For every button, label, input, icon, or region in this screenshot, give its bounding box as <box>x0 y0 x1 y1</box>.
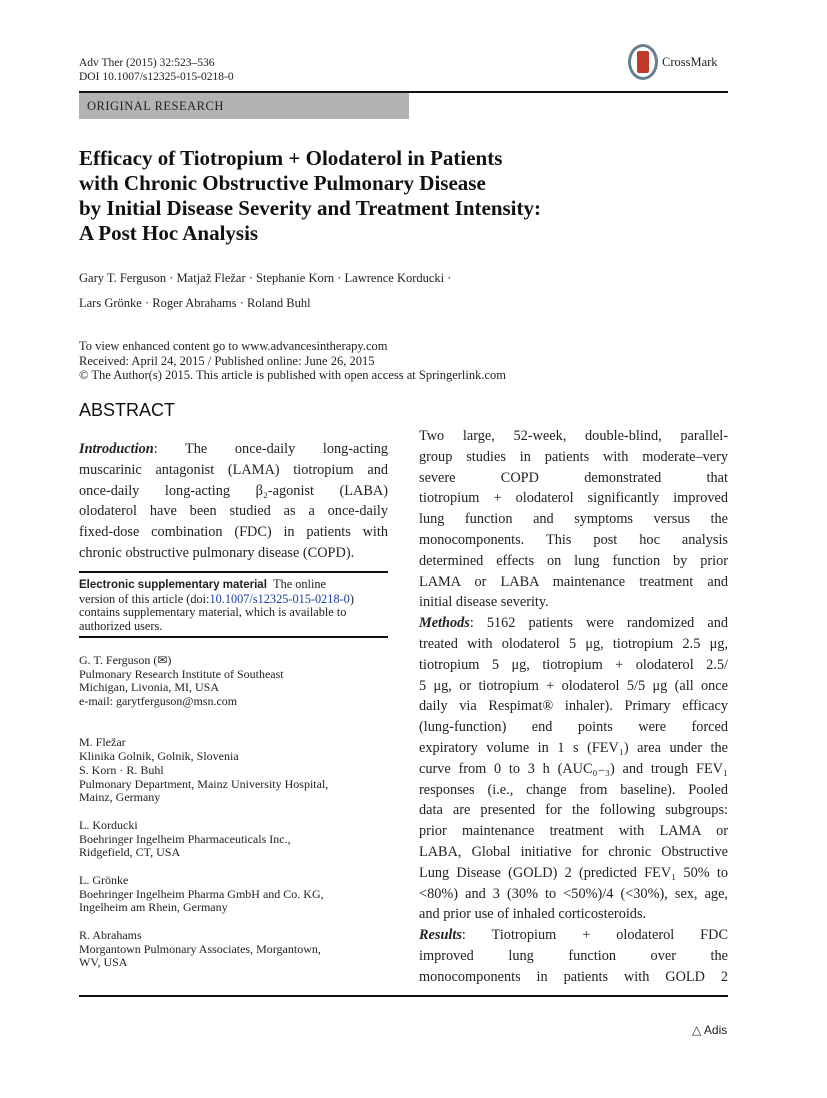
copyright: © The Author(s) 2015. This article is published with open access at Springerlink.com <box>79 368 507 382</box>
abstract-line <box>419 426 728 447</box>
abstract-line <box>79 481 388 502</box>
line-text: (lung-function) end points were forced <box>419 719 728 736</box>
esm-label: Electronic supplementary material <box>79 579 267 591</box>
affiliation <box>79 736 388 763</box>
affiliation <box>79 764 388 805</box>
abstract-line <box>419 800 728 821</box>
abstract-line <box>419 447 728 468</box>
line-text: chronic obstructive pulmonary disease (COPD). <box>79 544 355 561</box>
line-text: : The once-daily long-acting <box>153 441 388 457</box>
title-line: Efficacy of Tiotropium + Olodaterol in Patients <box>79 146 503 170</box>
affiliation-line: e-mail: garytferguson@msn.com <box>79 693 238 708</box>
line-text: Two large, 52-week, double-blind, parallel- <box>419 428 728 444</box>
line-text: <80%) and 3 (30% to <50%)/4 (<30%), sex, age, <box>419 885 728 902</box>
affiliation <box>79 819 388 860</box>
section-label: Methods <box>419 615 470 632</box>
affiliation-line: L. Korducki <box>79 818 138 832</box>
line-text: data are presented for the following subgroups: <box>419 802 728 819</box>
journal-header <box>79 56 234 84</box>
line-text: : Tiotropium + olodaterol FDC <box>461 927 728 944</box>
line-text: tiotropium 5 μg, tiotropium + olodaterol 2.5/ <box>419 656 728 673</box>
abstract-line <box>79 460 388 481</box>
abstract-line <box>79 522 388 543</box>
doi: DOI 10.1007/s12325-015-0218-0 <box>79 71 234 83</box>
abstract-line <box>419 863 728 884</box>
abstract-line <box>419 884 728 905</box>
abstract-line <box>419 468 728 489</box>
abstract-line <box>419 592 728 613</box>
abstract-line <box>419 634 728 655</box>
abstract-line <box>419 738 728 759</box>
abstract-line <box>419 759 728 780</box>
line-text: muscarinic antagonist (LAMA) tiotropium and <box>79 461 388 478</box>
affiliation-line: Pulmonary Department, Mainz University Hospital, <box>79 776 329 791</box>
affiliation-line: Ridgefield, CT, USA <box>79 845 181 859</box>
affiliation-line: Mainz, Germany <box>79 790 161 804</box>
abstract-line <box>419 572 728 593</box>
affiliation-line: L. Grönke <box>79 873 129 887</box>
affiliation-line: Pulmonary Research Institute of Southeast <box>79 666 284 681</box>
esm-text: The online <box>273 577 326 591</box>
esm-text: authorized users. <box>79 618 163 633</box>
abstract-line <box>419 488 728 509</box>
line-text: : 5162 patients were randomized and <box>469 615 728 632</box>
affiliation-line: Michigan, Livonia, MI, USA <box>79 680 219 694</box>
author-list <box>79 266 451 316</box>
abstract-line <box>419 509 728 530</box>
line-text: fixed-dose combination (FDC) in patients with <box>79 524 388 541</box>
abstract-line <box>419 717 728 738</box>
abstract-line <box>419 821 728 842</box>
line-text: group studies in patients with moderate–very <box>419 448 728 465</box>
footer-rule <box>79 995 728 997</box>
line-text: and prior use of inhaled corticosteroids. <box>419 906 647 923</box>
crossmark-icon <box>628 44 658 80</box>
abstract-line <box>419 925 728 946</box>
affiliation <box>79 654 388 708</box>
affiliation-line: Morgantown Pulmonary Associates, Morgantown, <box>79 941 321 956</box>
crossmark-badge[interactable] <box>628 44 718 80</box>
abstract-line <box>419 967 728 988</box>
line-text: determined effects on lung function by prior <box>419 552 728 569</box>
line-text: improved lung function over the <box>419 947 728 964</box>
abstract-line <box>79 501 388 522</box>
abstract-line <box>419 613 728 634</box>
abstract-line <box>419 780 728 801</box>
publisher-name: Adis <box>703 1023 728 1037</box>
line-text: treated with olodaterol 5 μg, tiotropium 2.5 μg, <box>419 635 728 652</box>
crossmark-label: CrossMark <box>662 54 718 69</box>
author-line: Gary T. Ferguson · Matjaž Fležar · Stephanie Korn · Lawrence Korducki · <box>79 271 452 285</box>
affiliation-line: Boehringer Ingelheim Pharmaceuticals Inc., <box>79 831 291 846</box>
abstract-line <box>419 551 728 572</box>
dates: Received: April 24, 2015 / Published online: June 26, 2015 <box>79 353 375 368</box>
esm-text: ) <box>349 591 354 606</box>
supplementary-note <box>79 578 388 633</box>
line-text: prior maintenance treatment with LAMA or <box>419 823 728 840</box>
esm-bottom-rule <box>79 636 388 638</box>
line-text: LABA, Global initiative for chronic Obstructive <box>419 843 728 860</box>
author-line: Lars Grönke · Roger Abrahams · Roland Buhl <box>79 296 311 310</box>
affiliation-line: R. Abrahams <box>79 928 142 942</box>
abstract-heading: ABSTRACT <box>79 400 176 420</box>
title-line: A Post Hoc Analysis <box>79 221 259 245</box>
line-text: responses (i.e., change from baseline). Pooled <box>419 781 728 798</box>
abstract-line <box>79 543 388 564</box>
publisher-logo <box>692 1023 727 1037</box>
title-line: by Initial Disease Severity and Treatment Intensity: <box>79 196 541 220</box>
abstract-line <box>419 946 728 967</box>
abstract-right-column <box>419 426 728 988</box>
abstract-line <box>419 842 728 863</box>
abstract-left-column <box>79 439 388 564</box>
abstract-line <box>419 696 728 717</box>
abstract-line <box>419 530 728 551</box>
affiliation-line: S. Korn · R. Buhl <box>79 763 164 777</box>
abstract-line <box>79 439 388 460</box>
line-text: severe COPD demonstrated that <box>419 469 728 486</box>
esm-top-rule <box>79 571 388 573</box>
esm-text: contains supplementary material, which is available to <box>79 605 347 619</box>
line-text: initial disease severity. <box>419 594 549 611</box>
abstract-line <box>419 676 728 697</box>
enhanced-content-link[interactable]: To view enhanced content go to www.advancesintherapy.com <box>79 339 388 353</box>
affiliation-line: M. Fležar <box>79 735 126 749</box>
doi-link[interactable]: 10.1007/s12325-015-0218-0 <box>209 591 350 606</box>
section-badge: ORIGINAL RESEARCH <box>79 93 409 119</box>
article-meta <box>79 339 506 383</box>
affiliation <box>79 874 388 915</box>
abstract-line <box>419 904 728 925</box>
journal-citation: Adv Ther (2015) 32:523–536 <box>79 57 215 69</box>
line-text: tiotropium + olodaterol significantly improved <box>419 490 728 507</box>
affiliation-line: Klinika Golnik, Golnik, Slovenia <box>79 748 239 763</box>
line-text: daily via Respimat® inhaler). Primary efficacy <box>419 698 728 715</box>
section-label: Results <box>419 927 462 944</box>
line-text: monocomponents in patients with GOLD 2 <box>419 968 728 985</box>
line-text: curve from 0 to 3 h (AUC₀₋₃) and trough FEV₁ <box>419 760 728 777</box>
line-text: monocomponents. This post hoc analysis <box>419 531 728 548</box>
affiliation-line: Boehringer Ingelheim Pharma GmbH and Co. KG, <box>79 886 324 901</box>
line-text: Lung Disease (GOLD) 2 (predicted FEV₁ 50% to <box>419 864 728 881</box>
affiliation <box>79 929 388 970</box>
adis-triangle-icon: △ <box>692 1023 702 1037</box>
abstract-line <box>419 655 728 676</box>
article-title <box>79 146 699 246</box>
affiliation-line: Ingelheim am Rhein, Germany <box>79 900 228 914</box>
affiliation-line: G. T. Ferguson (✉) <box>79 653 172 667</box>
affiliation-line: WV, USA <box>79 955 128 969</box>
esm-text: version of this article (doi: <box>79 591 210 606</box>
section-label: Introduction <box>79 441 154 457</box>
line-text: lung function and symptoms versus the <box>419 511 728 528</box>
line-text: expiratory volume in 1 s (FEV₁) area under the <box>419 739 728 756</box>
title-line: with Chronic Obstructive Pulmonary Disease <box>79 171 486 195</box>
line-text: olodaterol have been studied as a once-daily <box>79 503 388 520</box>
line-text: once-daily long-acting β₂-agonist (LABA) <box>79 482 388 499</box>
line-text: 5 μg, or tiotropium + olodaterol 5/5 μg (all once <box>419 677 728 694</box>
line-text: LAMA or LABA maintenance treatment and <box>419 573 728 590</box>
